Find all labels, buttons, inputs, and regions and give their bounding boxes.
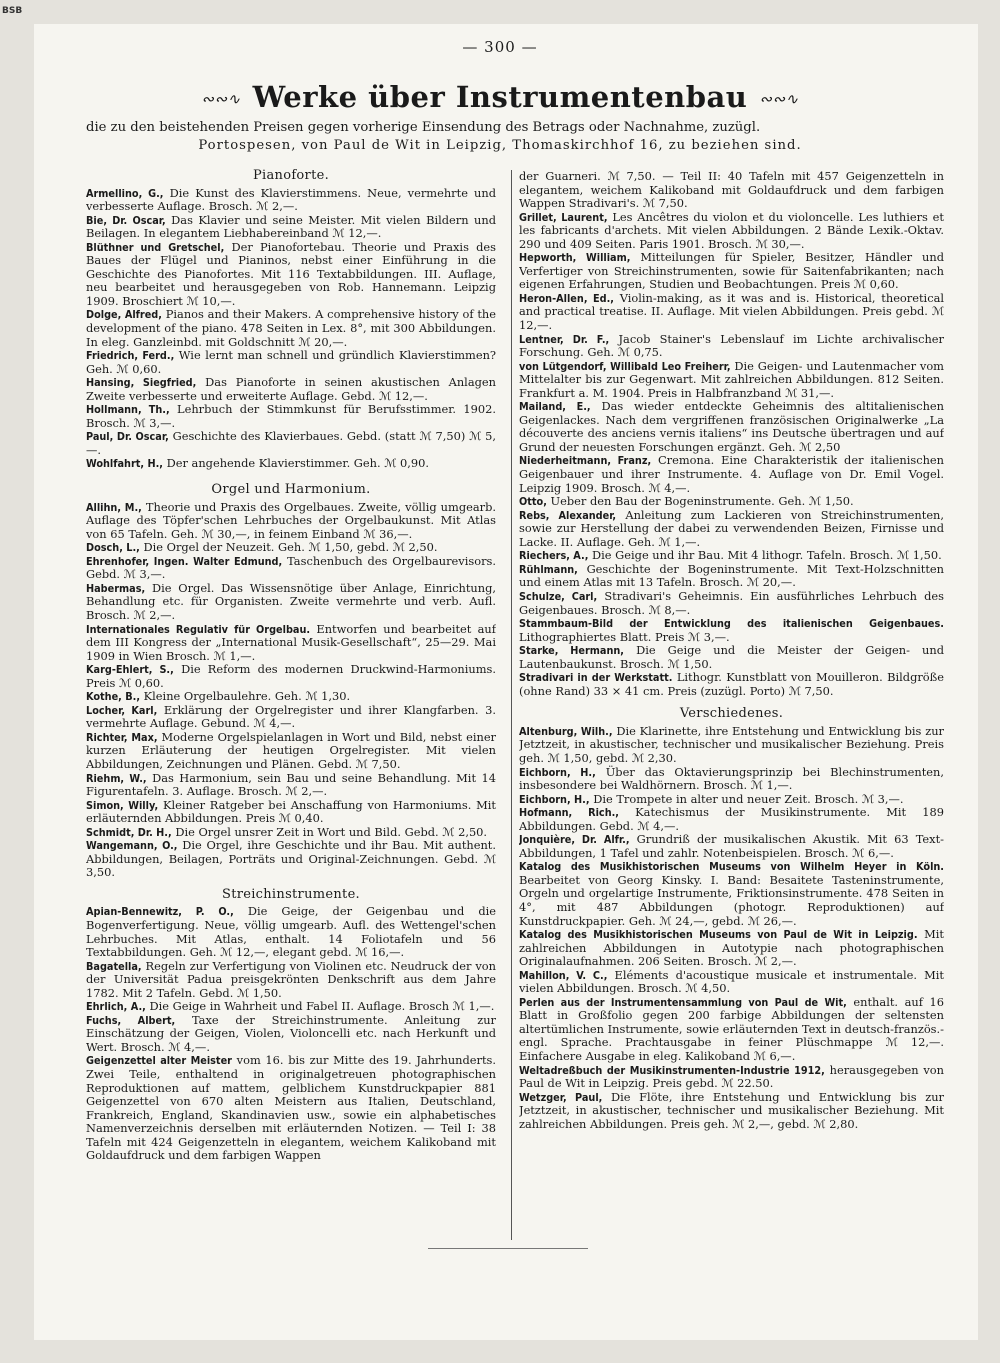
entry-author: Stammbaum-Bild der Entwicklung des italienischen Geigenbaues.: [519, 617, 944, 631]
entry-description: Geschichte des Klavierbaues. Gebd. (statt ℳ 7,50) ℳ 5,—.: [86, 429, 496, 457]
entry-description: Entworfen und bearbeitet auf dem III Kongress der „International Musik-Gesellschaft“, 25—29. Mai 1909 in Wien Brosch. ℳ 1,—.: [86, 621, 496, 663]
streich-list: [86, 905, 496, 1162]
catalog-entry: [519, 400, 944, 454]
entry-description: der Guarneri. ℳ 7,50. — Teil II: 40 Tafeln mit 457 Geigenzetteln in elegantem, weichem Kalikoband mit Goldaufdruck und dem farbigen Wappen Stradivari's. ℳ 7,50.: [519, 170, 944, 211]
entry-description: Violin-making, as it was and is. Historical, theoretical and practical treatise. II. Auflage. Mit vielen Abbildungen. Preis gebd. ℳ 12,—.: [519, 290, 944, 333]
entry-description: Regeln zur Verfertigung von Violinen etc. Neudruck der von der Universität Padua preisgekrönten Denkschrift aus dem Jahre 1782. Mit 2 Tafeln. Gebd. ℳ 1,50.: [86, 958, 496, 1000]
entry-author: Weltadreßbuch der Musikinstrumenten-Industrie 1912,: [519, 1063, 825, 1077]
catalog-entry: [519, 996, 944, 1064]
catalog-entry: [519, 454, 944, 495]
entry-author: Schulze, Carl,: [519, 589, 598, 603]
catalog-entry: [519, 969, 944, 996]
entry-author: Niederheitmann, Franz,: [519, 454, 652, 468]
entry-description: herausgegeben von Paul de Wit in Leipzig. Preis gebd. ℳ 22.50.: [519, 1062, 944, 1091]
catalog-entry: [86, 905, 496, 959]
catalog-entry: [519, 549, 944, 563]
right-column: [519, 170, 944, 1240]
section-heading-streich: Streichinstrumente.: [221, 886, 360, 902]
entry-description: enthalt. auf 16 Blatt in Großfolio gegen 200 farbige Abbildungen der seltensten altertümlichen Instrumente, sowie erläuternden Text in deutsch-französ.-engl. Sprache. Prachtausgabe in feiner Plüschmappe ℳ 12,—. Einfachere Ausgabe in eleg. Kalikoband ℳ 6,—.: [519, 994, 944, 1063]
entry-description: Der angehende Klavierstimmer. Geh. ℳ 0,90.: [166, 456, 430, 471]
entry-author: Wangemann, O.,: [86, 839, 178, 853]
catalog-entry: [86, 663, 496, 690]
entry-author: Lentner, Dr. F.,: [519, 332, 610, 346]
entry-description: Jacob Stainer's Lebenslauf im Lichte archivalischer Forschung. Geh. ℳ 0,75.: [519, 331, 944, 360]
catalog-entry: [519, 333, 944, 360]
catalog-entry: [519, 725, 944, 766]
entry-author: Locher, Karl,: [86, 703, 158, 717]
catalog-entry: [519, 860, 944, 928]
entry-description: Das Klavier und seine Meister. Mit vielen Bildern und Beilagen. In elegantem Liebhabereinband ℳ 12,—.: [86, 212, 496, 241]
entry-description: Lithographiertes Blatt. Preis ℳ 3,—.: [519, 629, 730, 644]
entry-author: Perlen aus der Instrumentensammlung von Paul de Wit,: [519, 995, 847, 1009]
catalog-entry: [86, 623, 496, 664]
entry-description: Cremona. Eine Charakteristik der italienischen Geigenbauer und ihrer Instrumente. 4. Auflage von Dr. Emil Vogel. Leipzig 1909. Brosch. ℳ 4,—.: [519, 453, 944, 495]
entry-description: Mitteilungen für Spieler, Besitzer, Händler und Verfertiger von Streichinstrumenten, sowie für Saitenfabrikanten; nach eigenen Erfahrungen, Studien und Beobachtungen. Preis ℳ 0,60.: [519, 250, 944, 292]
catalog-entry: [519, 1064, 944, 1091]
pianoforte-list: [86, 187, 496, 471]
catalog-entry: [519, 806, 944, 833]
catalog-entry: [86, 241, 496, 309]
section-heading-pianoforte: Pianoforte.: [252, 168, 330, 183]
catalog-entry: [86, 582, 496, 623]
catalog-entry: [86, 501, 496, 542]
entry-author: von Lütgendorf, Willibald Leo Freiherr,: [519, 359, 731, 373]
entry-description: Die Orgel der Neuzeit. Geh. ℳ 1,50, gebd. ℳ 2,50.: [143, 540, 438, 555]
entry-author: Mailand, E.,: [519, 400, 591, 414]
entry-author: Fuchs, Albert,: [86, 1013, 176, 1027]
catalog-entry: [86, 1054, 496, 1162]
entry-author: Ehrenhofer, Ingen. Walter Edmund,: [86, 554, 283, 568]
entry-author: Starke, Hermann,: [519, 644, 624, 658]
entry-author: Wohlfahrt, H.,: [86, 457, 163, 471]
catalog-entry: [86, 960, 496, 1001]
entry-author: Schmidt, Dr. H.,: [86, 825, 172, 839]
entry-author: Grillet, Laurent,: [519, 210, 608, 224]
title-ornament-right: ∾∾∿: [759, 90, 799, 108]
entry-author: Armellino, G.,: [86, 186, 164, 200]
title-text: Werke über Instrumentenbau: [252, 80, 748, 114]
catalog-entry: [86, 541, 496, 555]
catalog-entry: [86, 839, 496, 880]
entry-description: Der Pianofortebau. Theorie und Praxis des Baues der Flügel und Pianinos, nebst einer Einführung in die Geschichte des Pianofortes. Mit 116 Textabbildungen. III. Auflage, neu bearbeitet und herausgegeben von Rob. Hannemann. Leipzig 1909. Broschiert ℳ 10,—.: [86, 239, 496, 308]
entry-author: Stradivari in der Werkstatt.: [519, 671, 673, 685]
catalog-entry: [86, 376, 496, 403]
intro-line-1: die zu den beistehenden Preisen gegen vorherige Einsendung des Betrags oder Nachnahme, zuzügl.: [86, 120, 761, 135]
entry-description: Die Geige und die Meister der Geigen- und Lautenbaukunst. Brosch. ℳ 1,50.: [519, 643, 944, 671]
entry-author: Simon, Willy,: [86, 798, 159, 812]
left-column: [86, 163, 496, 1240]
entry-author: Altenburg, Wilh.,: [519, 724, 613, 738]
catalog-entry: [86, 430, 496, 457]
catalog-entry: [519, 671, 944, 698]
entry-author: Katalog des Musikhistorischen Museums von Paul de Wit in Leipzig.: [519, 928, 918, 942]
entry-description: Die Trompete in alter und neuer Zeit. Brosch. ℳ 3,—.: [593, 791, 904, 806]
column-divider: [511, 170, 512, 1240]
catalog-entry: [519, 644, 944, 671]
catalog-entry: [86, 1000, 496, 1014]
catalog-entry: [519, 360, 944, 401]
entry-description: Die Geige und ihr Bau. Mit 4 lithogr. Tafeln. Brosch. ℳ 1,50.: [592, 548, 942, 563]
entry-description: Die Orgel. Das Wissensnötige über Anlage, Einrichtung, Behandlung etc. für Organisten. Zweite vermehrte und verb. Aufl. Brosch. ℳ 2,—.: [86, 580, 496, 622]
entry-author: Friedrich, Ferd.,: [86, 349, 175, 363]
entry-author: Paul, Dr. Oscar,: [86, 430, 169, 444]
entry-author: Hepworth, William,: [519, 251, 631, 265]
entry-description: Stradivari's Geheimnis. Ein ausführliches Lehrbuch des Geigenbaues. Brosch. ℳ 8,—.: [519, 588, 944, 617]
page-number: — 300 —: [462, 38, 538, 56]
entry-description: Lithogr. Kunstblatt von Mouilleron. Bildgröße (ohne Rand) 33 ⨯ 41 cm. Preis (zuzügl. Porto) ℳ 7,50.: [519, 670, 944, 698]
entry-description: Wie lernt man schnell und gründlich Klavierstimmen? Geh. ℳ 0,60.: [86, 348, 496, 376]
entry-description: Mit zahlreichen Abbildungen in Autotypie nach photographischen Originalaufnahmen. 206 Seiten. Brosch. ℳ 2,—.: [519, 927, 944, 969]
catalog-entry: [86, 690, 496, 704]
entry-author: Eichborn, H.,: [519, 792, 590, 806]
watermark: BSB: [2, 6, 23, 16]
entry-author: Habermas,: [86, 581, 146, 595]
entry-description: Katechismus der Musikinstrumente. Mit 189 Abbildungen. Gebd. ℳ 4,—.: [519, 805, 944, 833]
entry-description: Die Klarinette, ihre Entstehung und Entwicklung bis zur Jetztzeit, in akustischer, technischer und musikalischer Beziehung. Preis geh. ℳ 1,50, gebd. ℳ 2,30.: [519, 723, 944, 765]
entry-author: Katalog des Musikhistorischen Museums von Wilhelm Heyer in Köln.: [519, 860, 944, 874]
entry-description: Die Orgel unsrer Zeit in Wort und Bild. Gebd. ℳ 2,50.: [175, 824, 488, 839]
entry-description: Die Flöte, ihre Entstehung und Entwicklung bis zur Jetztzeit, in akustischer, technischer und musikalischer Beziehung. Mit zahlreichen Abbildungen. Preis geh. ℳ 2,—, gebd. ℳ 2,80.: [519, 1089, 944, 1131]
entry-author: Allihn, M.,: [86, 500, 142, 514]
catalog-entry: [86, 214, 496, 241]
catalog-entry: [86, 457, 496, 471]
catalog-entry: [86, 799, 496, 826]
entry-author: Eichborn, H.,: [519, 765, 596, 779]
entry-description: Les Ancêtres du violon et du violoncelle. Les luthiers et les fabricants d'archets. Mit vielen Abbildungen. 2 Bände Lexik.-Oktav. 290 und 409 Seiten. Paris 1901. Brosch. ℳ 30,—.: [519, 209, 944, 251]
entry-description: Kleiner Ratgeber bei Anschaffung von Harmoniums. Mit erläuternden Abbildungen. Preis ℳ 0,40.: [86, 797, 496, 826]
entry-description: Lehrbuch der Stimmkunst für Berufsstimmer. 1902. Brosch. ℳ 3,—.: [86, 402, 496, 430]
entry-author: Riehm, W.,: [86, 771, 147, 785]
entry-description: Über das Oktavierungsprinzip bei Blechinstrumenten, insbesondere bei Waldhörnern. Brosch. ℳ 1,—.: [519, 764, 944, 793]
catalog-entry: [519, 928, 944, 969]
catalog-entry: [519, 495, 944, 509]
streich-list-continued: [519, 170, 944, 698]
entry-author: Apian-Bennewitz, P. O.,: [86, 905, 234, 919]
entry-author: Mahillon, V. C.,: [519, 968, 608, 982]
catalog-entry: [86, 308, 496, 349]
entry-description: Pianos and their Makers. A comprehensive history of the development of the piano. 478 Seiten in Lex. 8°, mit 300 Abbildungen. In eleg. Ganzleinbd. mit Goldschnitt ℳ 20,—.: [86, 307, 496, 349]
entry-author: Hollmann, Th.,: [86, 403, 170, 417]
entry-author: Otto,: [519, 495, 547, 509]
catalog-entry: [86, 403, 496, 430]
verschiedenes-list: [519, 725, 944, 1131]
entry-author: Blüthner und Gretschel,: [86, 240, 225, 254]
entry-description: Grundriß der musikalischen Akustik. Mit 63 Text-Abbildungen, 1 Tafel und zahlr. Notenbeispielen. Brosch. ℳ 6,—.: [519, 832, 944, 860]
section-heading-verschiedenes: Verschiedenes.: [679, 706, 784, 722]
entry-description: Bearbeitet von Georg Kinsky. I. Band: Besaitete Tasteninstrumente, Orgeln und orgelartige Instrumente, Friktionsinstrumente. 478 Seiten in 4°, mit 487 Abbildungen (photogr. Reproduktionen) auf Kunstdruckpapier. Geh. ℳ 24,—, gebd. ℳ 26,—.: [519, 872, 944, 928]
catalog-entry: [519, 251, 944, 292]
entry-author: Jonquière, Dr. Alfr.,: [519, 833, 630, 847]
entry-description: Das Harmonium, sein Bau und seine Behandlung. Mit 14 Figurentafeln. 3. Auflage. Brosch. ℳ 2,—.: [86, 770, 496, 799]
catalog-entry: [86, 826, 496, 840]
entry-description: vom 16. bis zur Mitte des 19. Jahrhunderts. Zwei Teile, enthaltend in originalgetreuen photographischen Reproduktionen auf mattem, gelblichem Kunstdruckpapier 881 Geigenzettel von 670 alten Meistern aus Italien, Deutschland, Frankreich, England, Skandinavien usw., sowie ein alphabetisches Namenverzeichnis derselben mit erläuternden Notizen. — Teil I: 38 Tafeln mit 424 Geigenzetteln in elegantem, weichem Kalikoband mit Goldaufdruck und dem farbigen Wappen: [86, 1053, 496, 1163]
catalog-entry: [519, 170, 944, 211]
entry-author: Dosch, L.,: [86, 541, 140, 555]
catalog-entry: [86, 772, 496, 799]
catalog-entry: [519, 766, 944, 793]
entry-description: Ueber den Bau der Bogeninstrumente. Geh. ℳ 1,50.: [550, 494, 854, 509]
catalog-entry: [519, 1091, 944, 1132]
catalog-entry: [86, 731, 496, 772]
entry-author: Richter, Max,: [86, 730, 158, 744]
entry-description: Die Orgel, ihre Geschichte und ihr Bau. Mit authent. Abbildungen, Beilagen, Porträts und Original-Zeichnungen. Gebd. ℳ 3,50.: [86, 838, 496, 880]
entry-description: Geschichte der Bogeninstrumente. Mit Text-Holzschnitten und einem Atlas mit 13 Tafeln. Brosch. ℳ 20,—.: [519, 561, 944, 590]
entry-author: Rebs, Alexander,: [519, 508, 617, 522]
bottom-rule: [428, 1248, 588, 1249]
catalog-entry: [519, 833, 944, 860]
catalog-entry: [519, 211, 944, 252]
catalog-entry: [86, 555, 496, 582]
catalog-entry: [519, 563, 944, 590]
title-ornament-left: ∾∾∿: [201, 90, 241, 108]
entry-author: Bie, Dr. Oscar,: [86, 213, 166, 227]
entry-description: Die Geigen- und Lautenmacher vom Mittelalter bis zur Gegenwart. Mit zahlreichen Abbildungen. 812 Seiten. Frankfurt a. M. 1904. Preis in Halbfranzband ℳ 31,—.: [519, 358, 944, 400]
entry-author: Bagatella,: [86, 959, 142, 973]
entry-author: Rühlmann,: [519, 562, 578, 576]
entry-description: Die Kunst des Klavierstimmens. Neue, vermehrte und verbesserte Auflage. Brosch. ℳ 2,—.: [86, 185, 496, 214]
entry-description: Das wieder entdeckte Geheimnis des altitalienischen Geigenlackes. Nach dem vergriffenen französischen Originalwerke „La découverte des anciens vernis italiens“ ins Deutsche übertragen und auf Grund der neuesten Forschungen ergänzt. Geh. ℳ 2,50: [519, 399, 944, 454]
entry-author: Kothe, B.,: [86, 690, 141, 704]
catalog-entry: [86, 349, 496, 376]
entry-author: Ehrlich, A.,: [86, 1000, 146, 1014]
entry-author: Karg-Ehlert, S.,: [86, 663, 174, 677]
catalog-entry: [86, 187, 496, 214]
entry-author: Dolge, Alfred,: [86, 308, 162, 322]
entry-description: Anleitung zum Lackieren von Streichinstrumenten, sowie zur Herstellung der dabei zu verwendenden Beizen, Firnisse und Lacke. II. Auflage. Geh. ℳ 1,—.: [519, 507, 944, 549]
entry-description: Theorie und Praxis des Orgelbaues. Zweite, völlig umgearb. Auflage des Töpfer'schen Lehrbuches der Orgelbaukunst. Mit Atlas von 65 Tafeln. Geh. ℳ 30,—, in feinem Einband ℳ 36,—.: [86, 499, 496, 541]
entry-author: Hofmann, Rich.,: [519, 806, 619, 820]
catalog-entry: [86, 1014, 496, 1055]
entry-description: Taxe der Streichinstrumente. Anleitung zur Einschätzung der Geigen, Violen, Violoncelli etc. nach Herkunft und Wert. Brosch. ℳ 4,—.: [86, 1012, 496, 1054]
entry-author: Hansing, Siegfried,: [86, 376, 197, 390]
entry-description: Die Geige in Wahrheit und Fabel II. Auflage. Brosch ℳ 1,—.: [149, 999, 495, 1014]
catalog-entry: [519, 590, 944, 617]
entry-author: Wetzger, Paul,: [519, 1090, 603, 1104]
entry-description: Erklärung der Orgelregister und ihrer Klangfarben. 3. vermehrte Auflage. Gebund. ℳ 4,—.: [86, 702, 496, 731]
entry-author: Geigenzettel alter Meister: [86, 1054, 232, 1068]
entry-author: Heron-Allen, Ed.,: [519, 291, 614, 305]
entry-description: Moderne Orgelspielanlagen in Wort und Bild, nebst einer kurzen Erläuterung der heutigen Orgelregister. Mit vielen Abbildungen, Zeichnungen und Plänen. Gebd. ℳ 7,50.: [86, 729, 496, 771]
catalog-entry: [519, 292, 944, 333]
orgel-list: [86, 501, 496, 880]
page-title: [0, 80, 1000, 114]
intro-line-2: Portospesen, von Paul de Wit in Leipzig, Thomaskirchhof 16, zu beziehen sind.: [198, 138, 802, 153]
entry-author: Internationales Regulativ für Orgelbau.: [86, 622, 311, 636]
entry-description: Taschenbuch des Orgelbaurevisors. Gebd. ℳ 3,—.: [86, 553, 496, 582]
catalog-entry: [519, 793, 944, 807]
catalog-entry: [86, 704, 496, 731]
entry-description: Eléments d'acoustique musicale et instrumentale. Mit vielen Abbildungen. Brosch. ℳ 4,50.: [519, 967, 944, 996]
entry-description: Kleine Orgelbaulehre. Geh. ℳ 1,30.: [143, 689, 351, 704]
catalog-entry: [519, 617, 944, 644]
entry-description: Die Reform des modernen Druckwind-Harmoniums. Preis ℳ 0,60.: [86, 662, 496, 690]
entry-description: Das Pianoforte in seinen akustischen Anlagen Zweite verbesserte und erweiterte Auflage. Gebd. ℳ 12,—.: [86, 375, 496, 403]
catalog-entry: [519, 509, 944, 550]
section-heading-orgel: Orgel und Harmonium.: [211, 482, 371, 498]
entry-author: Riechers, A.,: [519, 549, 589, 563]
entry-description: Die Geige, der Geigenbau und die Bogenverfertigung. Neue, völlig umgearb. Aufl. des Wettengel'schen Lehrbuches. Mit Atlas, enthalt. 14 Foliotafeln und 56 Textabbildungen. Geh. ℳ 12,—, elegant gebd. ℳ 16,—.: [86, 904, 496, 960]
